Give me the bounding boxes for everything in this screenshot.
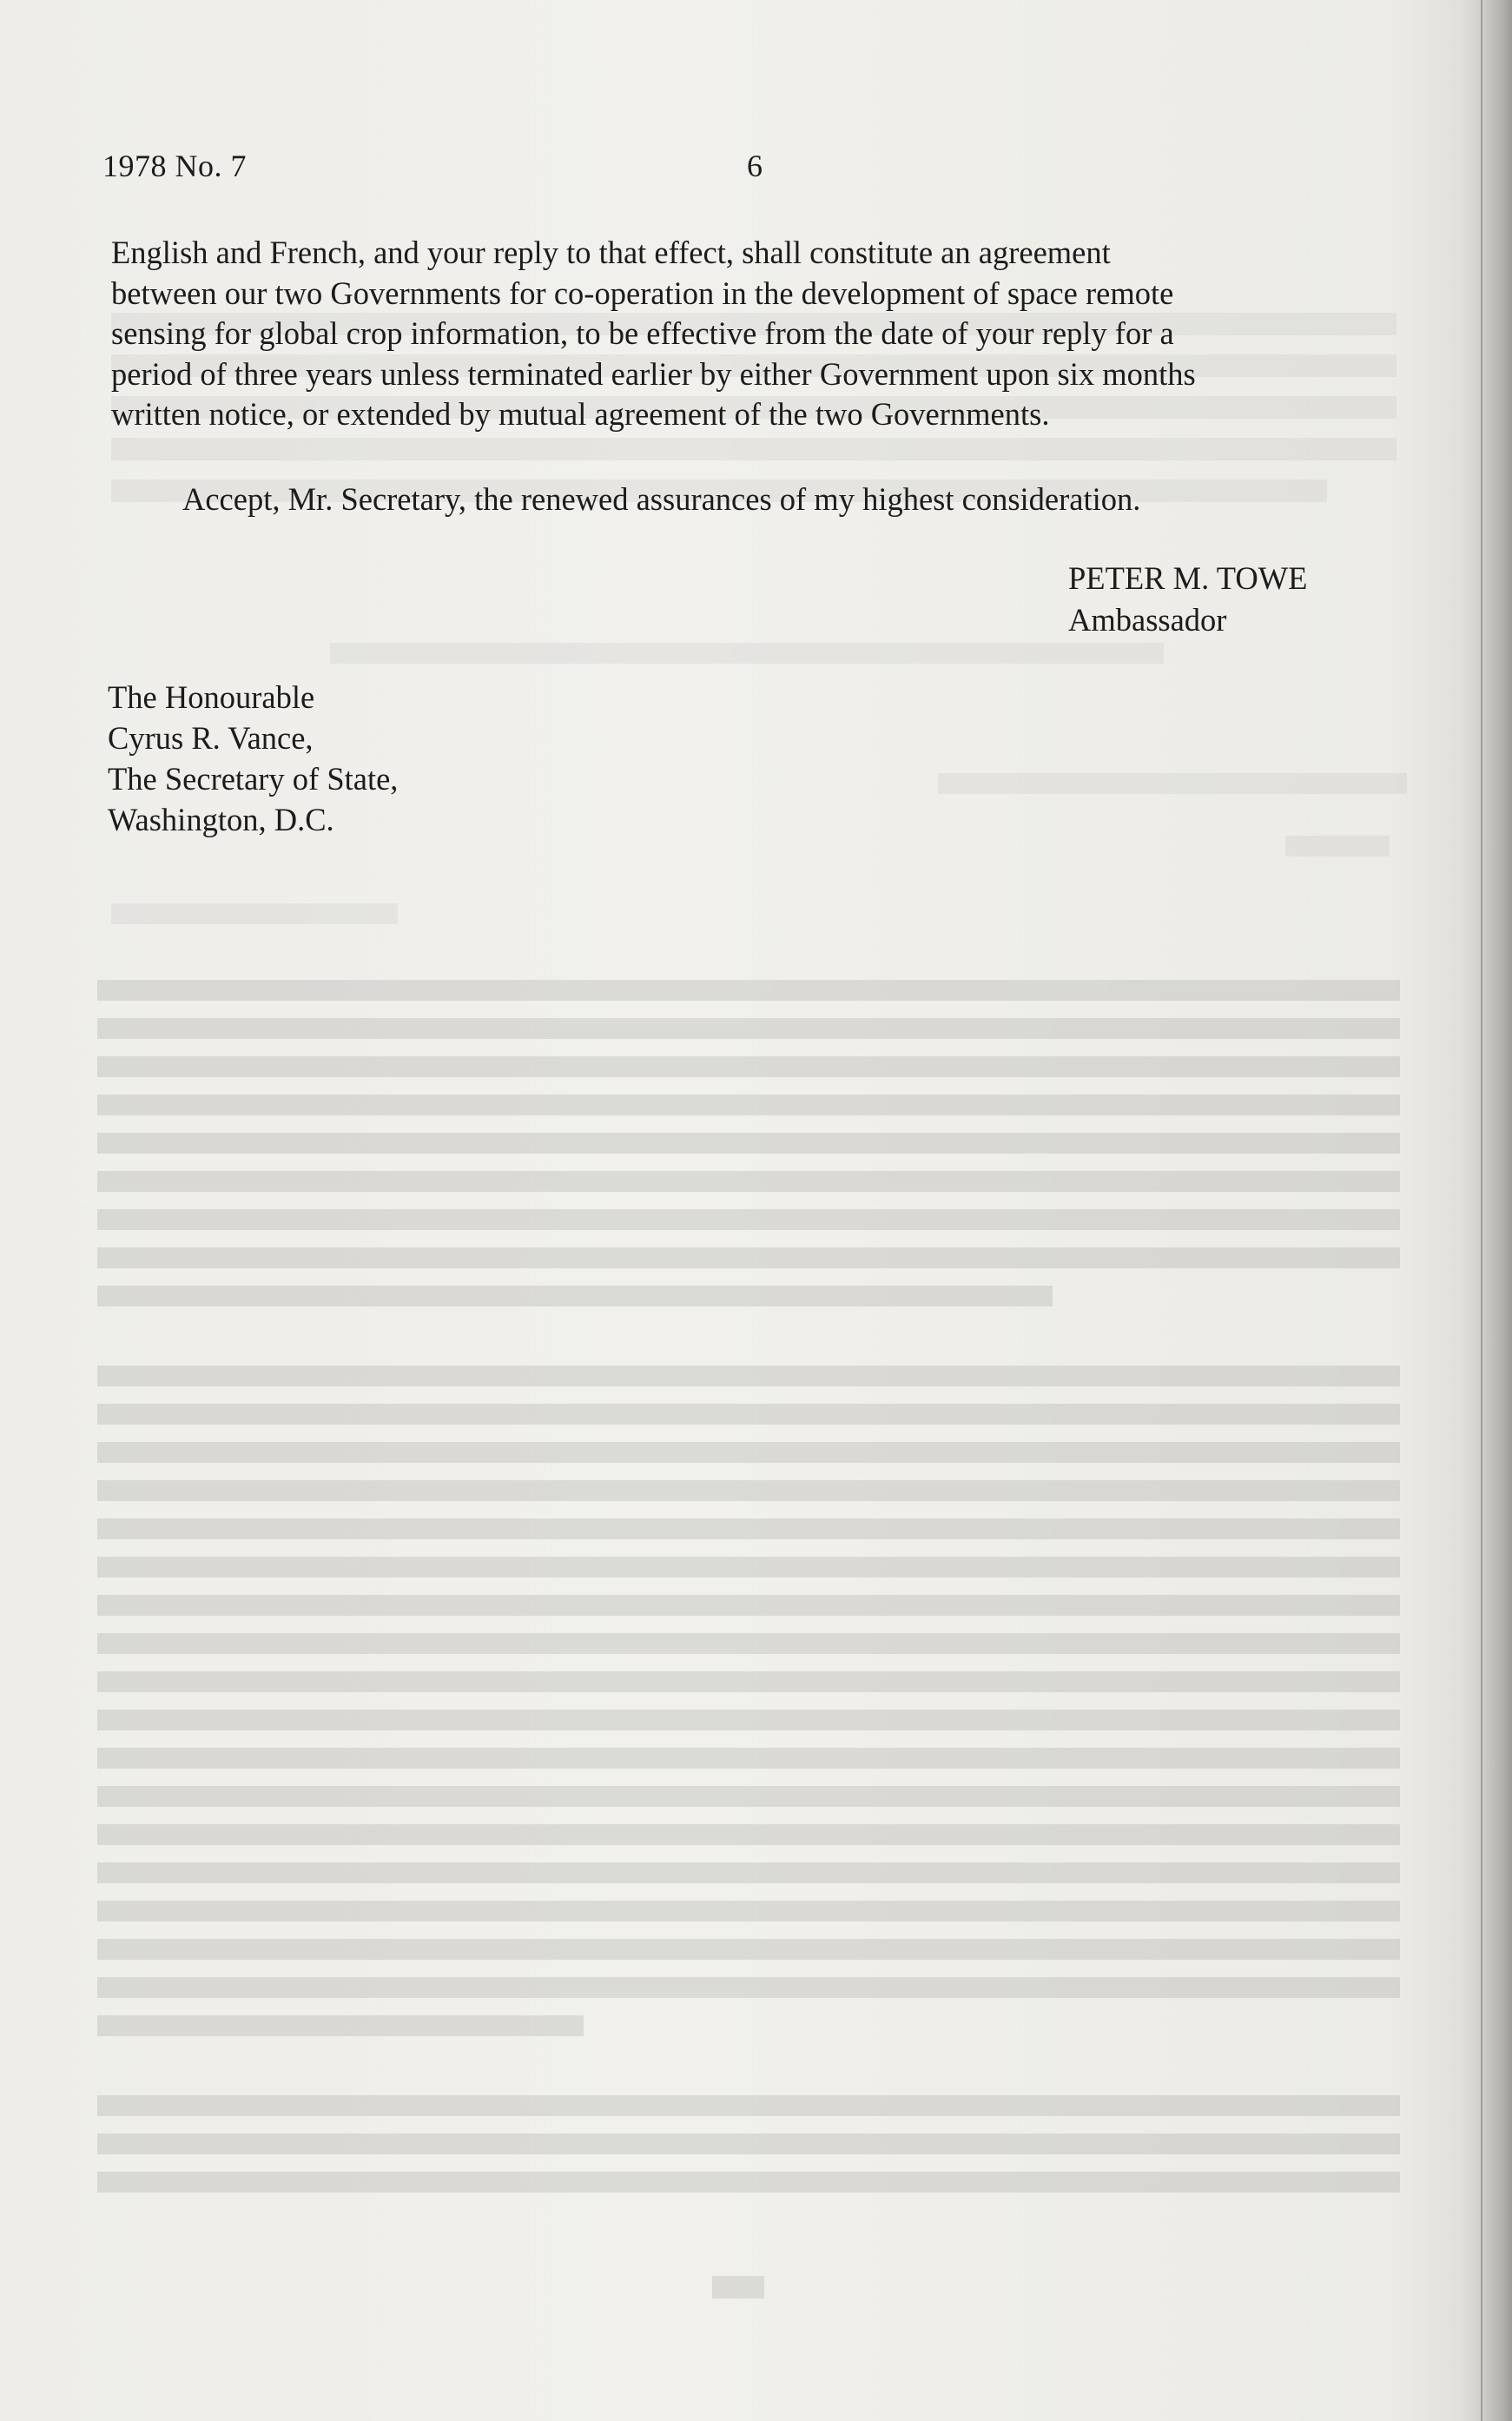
binding-shadow — [1462, 0, 1512, 2421]
body-line: period of three years unless terminated earlier by either Government upon six months — [111, 355, 1196, 392]
signatory-title: Ambassador — [1068, 602, 1227, 638]
body-line: English and French, and your reply to that effect, shall constitute an agreement — [111, 235, 1111, 270]
body-line: sensing for global crop information, to be effective from the date of your reply for a — [111, 315, 1174, 351]
body-line: between our two Governments for co-operation in the development of space remote — [111, 275, 1174, 311]
letter-body-paragraph — [111, 233, 1424, 435]
page-header — [102, 148, 1440, 191]
complimentary-closing: Accept, Mr. Secretary, the renewed assurances of my highest consideration. — [182, 481, 1141, 517]
signatory-name: PETER M. TOWE — [1068, 560, 1308, 596]
addressee-line: Cyrus R. Vance, — [108, 720, 314, 756]
signature-block — [1068, 558, 1307, 641]
page-number: 6 — [747, 149, 763, 183]
addressee-line: The Honourable — [108, 679, 315, 715]
addressee-line: Washington, D.C. — [108, 802, 334, 837]
addressee-block — [108, 677, 398, 840]
addressee-line: The Secretary of State, — [108, 761, 399, 797]
treaty-series-number: 1978 No. 7 — [102, 149, 247, 183]
body-line: written notice, or extended by mutual agreement of the two Governments. — [111, 396, 1050, 432]
binding-edge-line — [1481, 0, 1482, 2421]
